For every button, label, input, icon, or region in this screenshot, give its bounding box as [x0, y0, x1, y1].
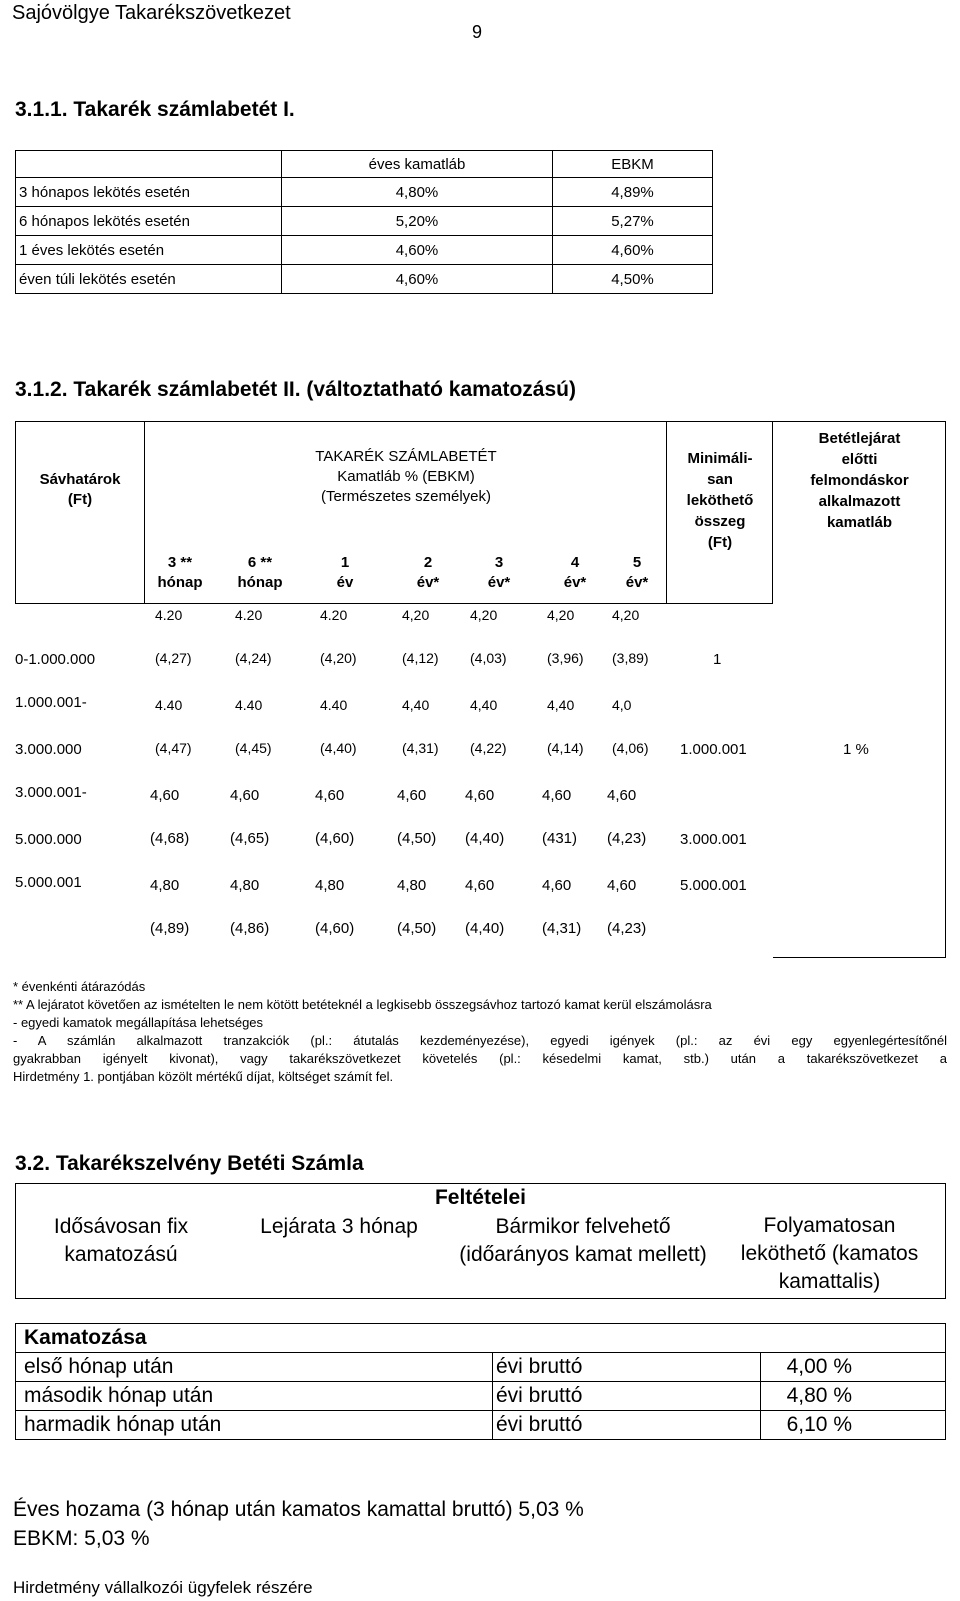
- footer-text: Hirdetmény vállalkozói ügyfelek részére: [13, 1578, 313, 1597]
- table-row: [16, 236, 713, 265]
- section-title-32: 3.2. Takarékszelvény Betéti Számla: [15, 1152, 364, 1175]
- ebkm-cell: 5,27%: [553, 207, 713, 236]
- ebkm-cell: (4,31): [402, 740, 439, 756]
- annual-rate-cell: 5,20%: [282, 207, 553, 236]
- min-header-line: Minimáli-: [687, 450, 753, 467]
- term-header: [469, 553, 529, 593]
- ebkm-cell: (4,06): [612, 740, 649, 756]
- ebkm-cell: (4,60): [315, 830, 355, 847]
- term-header: [398, 553, 458, 593]
- ebkm-cell: (4,23): [607, 920, 647, 937]
- interest-rate: 4,00 %: [761, 1353, 946, 1382]
- min-header-line: összeg: [694, 513, 746, 530]
- band-range-start: 3.000.001-: [15, 784, 87, 801]
- main-header-line: TAKARÉK SZÁMLABETÉT: [315, 448, 497, 465]
- term-header-unit: év*: [563, 574, 587, 591]
- interest-row: [16, 1382, 946, 1411]
- rate-cell: 4,0: [612, 697, 632, 713]
- ebkm-cell: 4,50%: [553, 265, 713, 294]
- min-amount-cell: 3.000.001: [680, 831, 747, 848]
- main-header-line: Kamatláb % (EBKM): [337, 468, 475, 485]
- term-header-unit: év*: [487, 574, 511, 591]
- condition-cell: Bármikor felvehető (időarányos kamat mellett): [452, 1212, 714, 1299]
- term-header-number: 6 **: [247, 554, 273, 571]
- early-header-line: Betétlejárat: [818, 430, 901, 447]
- ebkm-cell: (3,96): [547, 650, 584, 666]
- rate-cell: 4,60: [315, 787, 345, 804]
- ebkm-cell: (4,40): [465, 920, 505, 937]
- interest-period: első hónap után: [16, 1353, 493, 1382]
- interest-row: [16, 1353, 946, 1382]
- rate-cell: 4,20: [470, 607, 498, 623]
- rate-cell: 4,60: [465, 877, 495, 894]
- term-header: [545, 553, 605, 593]
- ebkm-cell: (4,50): [397, 920, 437, 937]
- term-header-unit: hónap: [237, 574, 283, 591]
- conditions-header-row: [16, 1184, 946, 1213]
- band-range-start: 1.000.001-: [15, 694, 87, 711]
- interest-type: évi bruttó: [493, 1353, 761, 1382]
- ebkm-cell: (4,50): [397, 830, 437, 847]
- row-label: 3 hónapos lekötés esetén: [16, 178, 282, 207]
- term-header-unit: év*: [416, 574, 440, 591]
- early-header-line: alkalmazott: [818, 493, 901, 510]
- term-header-number: 4: [570, 554, 580, 571]
- band-header: [15, 470, 145, 510]
- term-header-number: 1: [340, 554, 350, 571]
- ebkm-cell: (4,47): [155, 740, 192, 756]
- note-line: ** A lejáratot követően az ismételten le nem kötött betéteknél a legkisebb összegsávhoz tartozó kamat kerül elszámolásra: [13, 997, 712, 1012]
- rate-cell: 4.20: [320, 607, 348, 623]
- early-termination-header: [773, 428, 946, 533]
- section-title-312: 3.1.2. Takarék számlabetét II. (változtatható kamatozású): [15, 378, 576, 401]
- rate-cell: 4,20: [402, 607, 430, 623]
- note-line: * évenkénti átárazódás: [13, 979, 146, 994]
- ebkm-cell: (4,24): [235, 650, 272, 666]
- band-header-line: Sávhatárok: [39, 471, 121, 488]
- note-line: - A számlán alkalmazott tranzakciók (pl.: átutalás kezdeményezése), egyedi igények (pl.: az évi egy egyenlegértesítőnél: [13, 1033, 947, 1048]
- conditions-header: Feltételei: [16, 1184, 946, 1213]
- early-header-line: felmondáskor: [810, 472, 909, 489]
- interest-row: [16, 1411, 946, 1440]
- interest-header: Kamatozása: [16, 1324, 946, 1353]
- table-row: [16, 265, 713, 294]
- rate-cell: 4,60: [230, 787, 260, 804]
- min-amount-cell: 1.000.001: [680, 741, 747, 758]
- interest-table: [15, 1323, 946, 1440]
- early-rate-cell: 1 %: [843, 741, 869, 758]
- rate-cell: 4,60: [607, 787, 637, 804]
- ebkm-cell: (4,40): [320, 740, 357, 756]
- rate-cell: 4,80: [230, 877, 260, 894]
- ebkm-cell: (4,20): [320, 650, 357, 666]
- early-header-line: előtti: [841, 451, 878, 468]
- table-header-row: [16, 151, 713, 178]
- min-header-line: (Ft): [707, 534, 733, 551]
- interest-type: évi bruttó: [493, 1411, 761, 1440]
- band-header-line: (Ft): [67, 491, 93, 508]
- band-range-end: 0-1.000.000: [15, 651, 96, 668]
- annual-yield-line: Éves hozama (3 hónap után kamatos kamattal bruttó) 5,03 %: [13, 1498, 584, 1521]
- ebkm-cell: (3,89): [612, 650, 649, 666]
- ebkm-cell: (4,60): [315, 920, 355, 937]
- rate-cell: 4,20: [547, 607, 575, 623]
- band-range-end: 3.000.000: [15, 741, 82, 758]
- ebkm-cell: (4,14): [547, 740, 584, 756]
- ebkm-cell: (4,03): [470, 650, 507, 666]
- rate-cell: 4,20: [612, 607, 640, 623]
- term-header-unit: hónap: [157, 574, 203, 591]
- interest-header-row: [16, 1324, 946, 1353]
- rate-cell: 4,60: [465, 787, 495, 804]
- term-header-unit: év: [336, 574, 354, 591]
- term-header: [150, 553, 210, 593]
- header-cell-annual-rate: éves kamatláb: [282, 151, 553, 178]
- ebkm-cell: (431): [542, 830, 578, 847]
- band-range-start: 5.000.001: [15, 874, 82, 891]
- rate-cell: 4,60: [397, 787, 427, 804]
- note-line: gyakrabban igényelt kivonat), vagy takarékszövetkezet követelés (pl.: késedelmi kamat, stb.) után a takarékszövetkezet a: [13, 1051, 947, 1066]
- note-line: Hirdetmény 1. pontjában közölt mértékű díjat, költséget számít fel.: [13, 1069, 394, 1084]
- header-cell-empty: [16, 151, 282, 178]
- term-header-number: 3 **: [167, 554, 193, 571]
- ebkm-cell: (4,86): [230, 920, 270, 937]
- term-header-unit: év*: [625, 574, 649, 591]
- interest-rate: 6,10 %: [761, 1411, 946, 1440]
- note-line: - egyedi kamatok megállapítása lehetséges: [13, 1015, 264, 1030]
- annual-rate-cell: 4,60%: [282, 236, 553, 265]
- main-header: [145, 447, 667, 507]
- page-number: 9: [472, 22, 483, 42]
- condition-cell: Idősávosan fix kamatozású: [16, 1212, 227, 1299]
- rate-cell: 4,40: [547, 697, 575, 713]
- rate-cell: 4.20: [155, 607, 183, 623]
- row-label: 6 hónapos lekötés esetén: [16, 207, 282, 236]
- min-amount-cell: 5.000.001: [680, 877, 747, 894]
- term-header-number: 2: [423, 554, 433, 571]
- ebkm-line: EBKM: 5,03 %: [13, 1527, 150, 1550]
- condition-cell: Folyamatosan leköthető (kamatos kamattalis): [714, 1212, 946, 1299]
- conditions-row: [16, 1212, 946, 1299]
- ebkm-cell: (4,12): [402, 650, 439, 666]
- condition-cell: Lejárata 3 hónap: [226, 1212, 452, 1299]
- ebkm-cell: (4,31): [542, 920, 582, 937]
- rate-cell: 4.40: [155, 697, 183, 713]
- rate-cell: 4.40: [235, 697, 263, 713]
- ebkm-cell: (4,68): [150, 830, 190, 847]
- rate-cell: 4,60: [150, 787, 180, 804]
- ebkm-cell: (4,22): [470, 740, 507, 756]
- row-label: éven túli lekötés esetén: [16, 265, 282, 294]
- table-row: [16, 207, 713, 236]
- interest-period: harmadik hónap után: [16, 1411, 493, 1440]
- ebkm-cell: (4,40): [465, 830, 505, 847]
- term-header-number: 5: [632, 554, 642, 571]
- min-amount-header: [667, 448, 773, 553]
- annual-rate-cell: 4,80%: [282, 178, 553, 207]
- rate-cell: 4,80: [397, 877, 427, 894]
- annual-rate-cell: 4,60%: [282, 265, 553, 294]
- min-header-line: leköthető: [686, 492, 754, 509]
- interest-type: évi bruttó: [493, 1382, 761, 1411]
- ebkm-cell: (4,27): [155, 650, 192, 666]
- early-header-line: kamatláb: [826, 514, 893, 531]
- term-header: [230, 553, 290, 593]
- main-header-line: (Természetes személyek): [320, 488, 492, 505]
- rate-cell: 4,40: [402, 697, 430, 713]
- band-header-box: [15, 421, 145, 604]
- term-header-number: 3: [494, 554, 504, 571]
- ebkm-cell: (4,23): [607, 830, 647, 847]
- rate-cell: 4.20: [235, 607, 263, 623]
- row-label: 1 éves lekötés esetén: [16, 236, 282, 265]
- rate-cell: 4,60: [607, 877, 637, 894]
- band-range-end: 5.000.000: [15, 831, 82, 848]
- table-row: [16, 178, 713, 207]
- section-title-311: 3.1.1. Takarék számlabetét I.: [15, 98, 295, 121]
- term-header: [315, 553, 375, 593]
- ebkm-cell: 4,89%: [553, 178, 713, 207]
- interest-period: második hónap után: [16, 1382, 493, 1411]
- rate-cell: 4.40: [320, 697, 348, 713]
- ebkm-cell: 4,60%: [553, 236, 713, 265]
- min-amount-cell: 1: [713, 651, 722, 668]
- rate-cell: 4,80: [150, 877, 180, 894]
- ebkm-cell: (4,45): [235, 740, 272, 756]
- ebkm-cell: (4,89): [150, 920, 190, 937]
- interest-rate: 4,80 %: [761, 1382, 946, 1411]
- rate-cell: 4,60: [542, 787, 572, 804]
- rate-cell: 4,60: [542, 877, 572, 894]
- rate-cell: 4,40: [470, 697, 498, 713]
- organization-name: Sajóvölgye Takarékszövetkezet: [12, 2, 291, 24]
- conditions-table: [15, 1183, 946, 1299]
- savings-rate-table: [15, 150, 713, 294]
- term-header: [607, 553, 667, 593]
- rate-cell: 4,80: [315, 877, 345, 894]
- header-cell-ebkm: EBKM: [553, 151, 713, 178]
- ebkm-cell: (4,65): [230, 830, 270, 847]
- min-header-line: san: [707, 471, 733, 488]
